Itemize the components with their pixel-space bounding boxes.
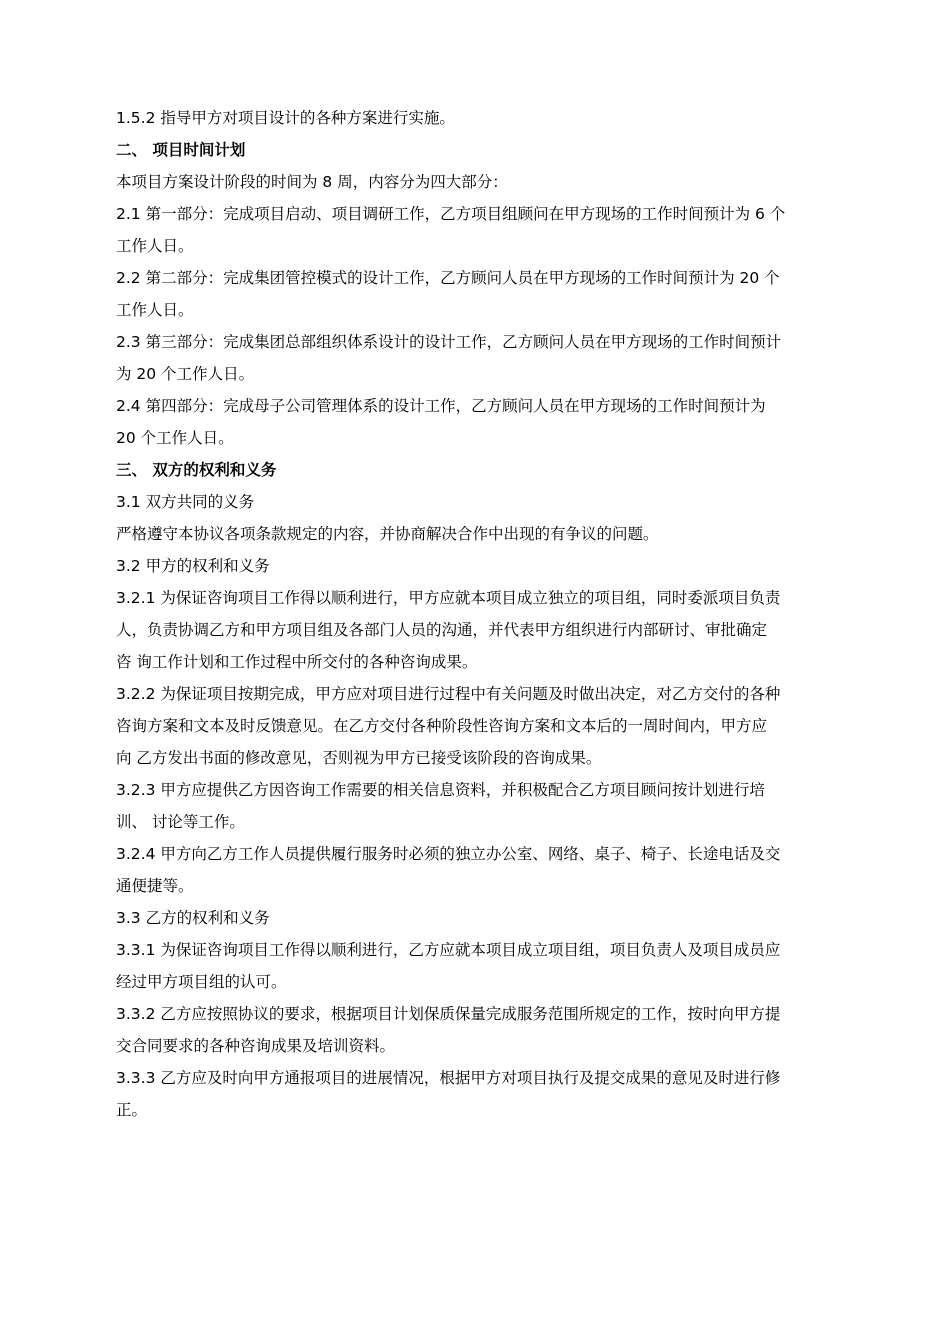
text-line-2-2: 2.2 第二部分：完成集团管控模式的设计工作，乙方顾问人员在甲方现场的工作时间预计为 20 个 (116, 269, 780, 287)
subheading-3-2: 3.2 甲方的权利和义务 (116, 557, 270, 575)
text-line-3-2-3-b: 训、 讨论等工作。 (116, 813, 245, 831)
section-heading-3: 三、 双方的权利和义务 (116, 461, 277, 479)
text-line-2-3: 2.3 第三部分：完成集团总部组织体系设计的设计工作，乙方顾问人员在甲方现场的工作时间预计 (116, 333, 782, 351)
text-line-3-2-2-c: 向 乙方发出书面的修改意见，否则视为甲方已接受该阶段的咨询成果。 (116, 749, 602, 767)
document-page (116, 102, 846, 1126)
text-line-2-4: 2.4 第四部分：完成母子公司管理体系的设计工作，乙方顾问人员在甲方现场的工作时间预计为 (116, 397, 766, 415)
paragraph-intro: 本项目方案设计阶段的时间为 8 周，内容分为四大部分： (116, 173, 508, 191)
text-line-2-3-cont: 为 20 个工作人日。 (116, 365, 255, 383)
text-line-3-2-4-a: 3.2.4 甲方向乙方工作人员提供履行服务时必须的独立办公室、网络、桌子、椅子、长途电话及交 (116, 845, 781, 863)
text-line-3-2-4-b: 通便捷等。 (116, 877, 194, 895)
text-line-2-2-cont: 工作人日。 (116, 301, 194, 319)
text-line-3-2-2-a: 3.2.2 为保证项目按期完成，甲方应对项目进行过程中有关问题及时做出决定，对乙方交付的各种 (116, 685, 781, 703)
text-line-3-1-body: 严格遵守本协议各项条款规定的内容，并协商解决合作中出现的有争议的问题。 (116, 525, 659, 543)
text-line-3-3-1-b: 经过甲方项目组的认可。 (116, 973, 287, 991)
text-line-3-3-3-b: 正。 (116, 1101, 148, 1119)
text-line-3-2-1-a: 3.2.1 为保证咨询项目工作得以顺利进行，甲方应就本项目成立独立的项目组，同时委派项目负责 (116, 589, 781, 607)
text-line-3-2-3-a: 3.2.3 甲方应提供乙方因咨询工作需要的相关信息资料，并积极配合乙方项目顾问按计划进行培 (116, 781, 765, 799)
text-line-2-4-cont: 20 个工作人日。 (116, 429, 234, 447)
text-line-3-3-1-a: 3.3.1 为保证咨询项目工作得以顺利进行，乙方应就本项目成立项目组，项目负责人及项目成员应 (116, 941, 781, 959)
text-line-1-5-2: 1.5.2 指导甲方对项目设计的各种方案进行实施。 (116, 109, 455, 127)
text-line-3-2-1-b: 人，负责协调乙方和甲方项目组及各部门人员的沟通，并代表甲方组织进行内部研讨、审批确定 (116, 621, 768, 639)
text-line-3-3-2-a: 3.3.2 乙方应按照协议的要求，根据项目计划保质保量完成服务范围所规定的工作，按时向甲方提 (116, 1005, 781, 1023)
text-line-3-2-1-c: 咨 询工作计划和工作过程中所交付的各种咨询成果。 (116, 653, 478, 671)
subheading-3-3: 3.3 乙方的权利和义务 (116, 909, 270, 927)
text-line-2-1-cont: 工作人日。 (116, 237, 194, 255)
text-line-3-3-3-a: 3.3.3 乙方应及时向甲方通报项目的进展情况，根据甲方对项目执行及提交成果的意见及时进行修 (116, 1069, 781, 1087)
text-line-3-2-2-b: 咨询方案和文本及时反馈意见。在乙方交付各种阶段性咨询方案和文本后的一周时间内，甲方应 (116, 717, 768, 735)
subheading-3-1: 3.1 双方共同的义务 (116, 493, 255, 511)
text-line-2-1: 2.1 第一部分：完成项目启动、项目调研工作，乙方项目组顾问在甲方现场的工作时间预计为 6 个 (116, 205, 786, 223)
section-heading-2: 二、 项目时间计划 (116, 141, 246, 159)
text-line-3-3-2-b: 交合同要求的各种咨询成果及培训资料。 (116, 1037, 396, 1055)
